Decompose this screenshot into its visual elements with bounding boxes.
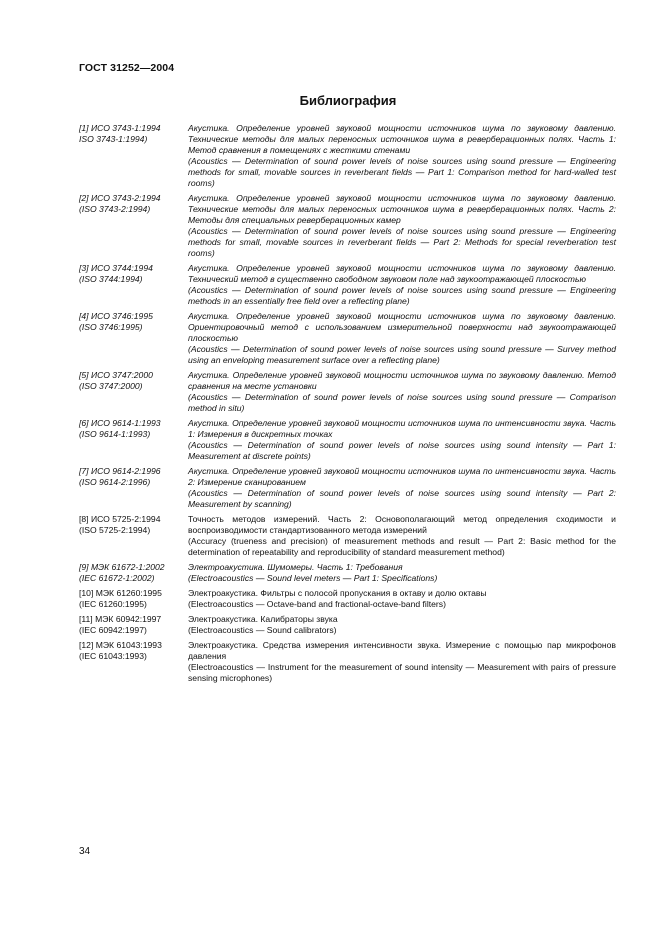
entry-reference: [3] ИСО 3744:1994 (ISO 3744:1994) [79, 263, 153, 284]
entry-text [188, 588, 616, 610]
entry-translation: (Acoustics — Determination of sound power levels of noise sources using sound intensity — Part 1: Measurement at discrete points) [188, 440, 616, 461]
entry-text [188, 562, 616, 584]
entry-translation: (Acoustics — Determination of sound power levels of noise sources using sound pressure — Comparison method in situ) [188, 392, 616, 413]
entry-title: Акустика. Определение уровней звуковой мощности источников шума по звуковому давлению. Метод сравнения на месте установки [188, 370, 616, 391]
entry-translation: (Acoustics — Determination of sound power levels of noise sources using sound intensity — Part 2: Measurement by scanning) [188, 488, 616, 509]
entry-title: Акустика. Определение уровней звуковой мощности источников шума по звуковому давлению. Технический метод в существенно свободном звуковом поле над звукоотражающей плоскостью [188, 263, 616, 284]
entry-translation: (Electroacoustics — Instrument for the measurement of sound intensity — Measurement with pairs of pressure sensing microphones) [188, 662, 616, 683]
page-number: 34 [79, 846, 91, 857]
entry-title: Акустика. Определение уровней звуковой мощности источников шума по звуковому давлению. Технические методы для малых переносных источников шума в реверберационных полях. Часть 1: Метод сравнения в помещениях с жесткими стенами [188, 123, 616, 155]
entry-reference: [11] МЭК 60942:1997 (IEC 60942:1997) [79, 614, 162, 635]
entry-title: Электроакустика. Фильтры с полосой пропускания в октаву и долю октавы [188, 588, 487, 598]
entry-reference: [1] ИСО 3743-1:1994 ISO 3743-1:1994) [79, 123, 161, 144]
bibliography-entry [79, 370, 616, 414]
entry-title: Акустика. Определение уровней звуковой мощности источников шума по звуковому давлению. Ориентировочный метод с использованием измерительной поверхности над звукоотражающей плоскостью [188, 311, 616, 343]
entry-translation: (Accuracy (trueness and precision) of measurement methods and result — Part 2: Basic method for the determination of repeatability and reproducibility of standard measurement method) [188, 536, 616, 557]
entry-translation: (Acoustics — Determination of sound power levels of noise sources using sound pressure — Engineering methods in an essentially free field over a reflecting plane) [188, 285, 616, 306]
entry-text [188, 466, 616, 510]
entry-text [188, 370, 616, 414]
entry-translation: (Acoustics — Determination of sound power levels of noise sources using sound pressure — Engineering methods for small, movable sources in reverberant fields — Part 2: Methods for special reverberation test rooms) [188, 226, 616, 258]
entry-translation: (Electroacoustics — Sound level meters — Part 1: Specifications) [188, 573, 438, 583]
page-title: Библиография [299, 93, 397, 108]
entry-text [188, 193, 616, 259]
bibliography-entry [79, 466, 616, 510]
entry-text [188, 123, 616, 189]
entry-reference: [8] ИСО 5725-2:1994 (ISO 5725-2:1994) [79, 514, 161, 535]
entry-translation: (Acoustics — Determination of sound power levels of noise sources using sound pressure — Engineering methods for small, movable sources in reverberant fields — Part 1: Comparison method for hard-walled test rooms) [188, 156, 616, 188]
entry-reference: [12] МЭК 61043:1993 (IEC 61043:1993) [79, 640, 162, 661]
entry-reference: [6] ИСО 9614-1:1993 (ISO 9614-1:1993) [79, 418, 161, 439]
bibliography-entry [79, 418, 616, 462]
entry-translation: (Electroacoustics — Sound calibrators) [188, 625, 337, 635]
entry-text [188, 640, 616, 684]
bibliography-entry [79, 123, 616, 189]
bibliography-entry [79, 193, 616, 259]
entry-title: Акустика. Определение уровней звуковой мощности источников шума по звуковому давлению. Технические методы для малых переносных источников шума в реверберационных полях. Часть 2: Методы для специальных реверберационных камер [188, 193, 616, 225]
entry-title: Электроакустика. Средства измерения интенсивности звука. Измерение с помощью пар микрофонов давления [188, 640, 616, 661]
entry-translation: (Electroacoustics — Octave-band and fractional-octave-band filters) [188, 599, 446, 609]
entry-reference: [7] ИСО 9614-2:1996 (ISO 9614-2:1996) [79, 466, 161, 487]
bibliography-list [79, 123, 616, 688]
entry-reference: [4] ИСО 3746:1995 (ISO 3746:1995) [79, 311, 153, 332]
entry-reference: [2] ИСО 3743-2:1994 (ISO 3743-2:1994) [79, 193, 161, 214]
entry-reference: [10] МЭК 61260:1995 (IEC 61260:1995) [79, 588, 162, 609]
bibliography-entry [79, 588, 616, 610]
entry-text [188, 418, 616, 462]
entry-reference: [5] ИСО 3747:2000 (ISO 3747:2000) [79, 370, 153, 391]
entry-title: Акустика. Определение уровней звуковой мощности источников шума по интенсивности звука. Часть 1: Измерения в дискретных точках [188, 418, 616, 439]
bibliography-entry [79, 640, 616, 684]
entry-title: Электроакустика. Калибраторы звука [188, 614, 338, 624]
entry-reference: [9] МЭК 61672-1:2002 (IEC 61672-1:2002) [79, 562, 165, 583]
entry-text [188, 514, 616, 558]
entry-text [188, 311, 616, 366]
bibliography-entry [79, 562, 616, 584]
bibliography-entry [79, 311, 616, 366]
entry-title: Электроакустика. Шумомеры. Часть 1: Требования [188, 562, 403, 572]
entry-text [188, 614, 616, 636]
entry-title: Акустика. Определение уровней звуковой мощности источников шума по интенсивности звука. Часть 2: Измерение сканированием [188, 466, 616, 487]
bibliography-entry [79, 514, 616, 558]
entry-text [188, 263, 616, 307]
bibliography-entry [79, 614, 616, 636]
bibliography-entry [79, 263, 616, 307]
document-header: ГОСТ 31252—2004 [79, 62, 175, 74]
entry-translation: (Acoustics — Determination of sound power levels of noise sources using sound pressure — Survey method using an enveloping measurement surface over a reflecting plane) [188, 344, 616, 365]
entry-title: Точность методов измерений. Часть 2: Основополагающий метод определения сходимости и воспроизводимости стандартизованного метода измерений [188, 514, 616, 535]
